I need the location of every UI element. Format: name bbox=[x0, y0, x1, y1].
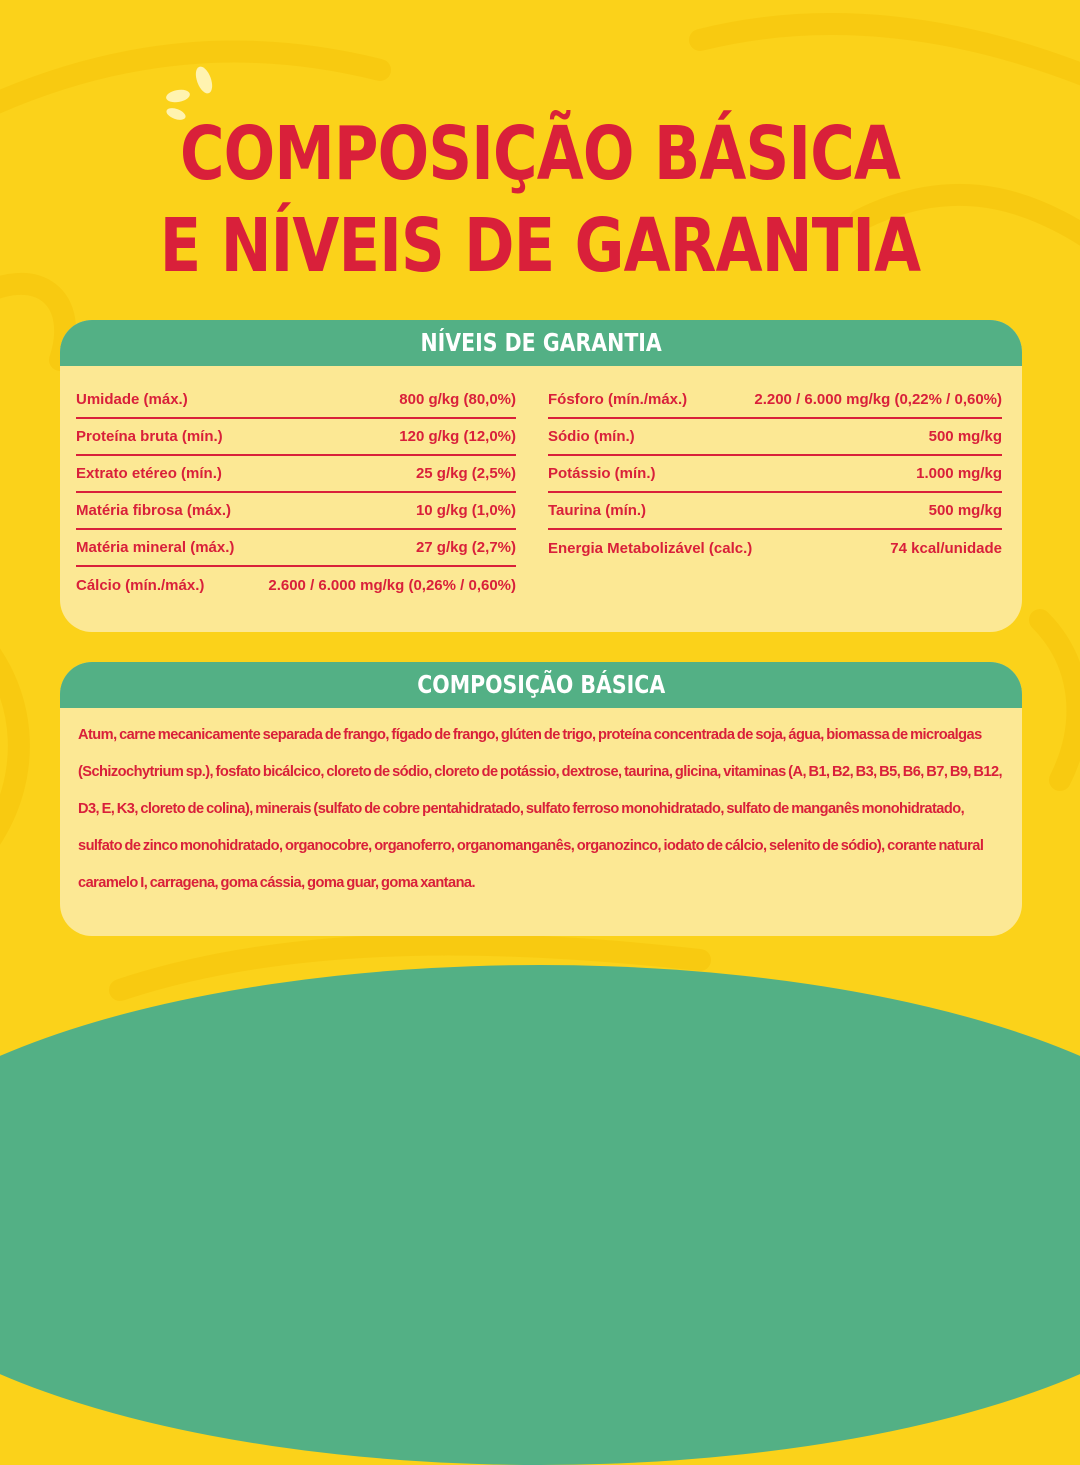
guarantee-label: Extrato etéreo (mín.) bbox=[76, 465, 222, 482]
guarantee-row bbox=[76, 419, 516, 456]
guarantee-value: 27 g/kg (2,7%) bbox=[415, 539, 516, 556]
guarantee-row bbox=[548, 382, 1002, 419]
guarantee-left-column bbox=[76, 382, 516, 604]
guarantee-value: 25 g/kg (2,5%) bbox=[415, 465, 516, 482]
basic-composition-header bbox=[60, 662, 1022, 708]
title-line-1: COMPOSIÇÃO BÁSICA bbox=[179, 111, 901, 197]
basic-composition-heading: COMPOSIÇÃO BÁSICA bbox=[416, 670, 665, 699]
guarantee-label: Cálcio (mín./máx.) bbox=[76, 577, 205, 594]
page-title bbox=[97, 108, 983, 292]
guarantee-label: Taurina (mín.) bbox=[548, 502, 647, 519]
guarantee-row bbox=[548, 530, 1002, 567]
guarantee-label: Matéria fibrosa (máx.) bbox=[76, 502, 232, 519]
guarantee-row bbox=[76, 456, 516, 493]
guarantee-levels-heading: NÍVEIS DE GARANTIA bbox=[420, 328, 662, 357]
guarantee-row bbox=[548, 419, 1002, 456]
guarantee-levels-panel bbox=[60, 320, 1022, 632]
guarantee-row bbox=[76, 382, 516, 419]
guarantee-row bbox=[76, 530, 516, 567]
guarantee-row bbox=[548, 456, 1002, 493]
guarantee-value: 2.200 / 6.000 mg/kg (0,22% / 0,60%) bbox=[754, 391, 1002, 408]
guarantee-value: 74 kcal/unidade bbox=[890, 540, 1002, 557]
guarantee-value: 500 mg/kg bbox=[928, 428, 1002, 445]
guarantee-label: Umidade (máx.) bbox=[76, 391, 188, 408]
guarantee-value: 1.000 mg/kg bbox=[916, 465, 1002, 482]
guarantee-label: Potássio (mín.) bbox=[548, 465, 656, 482]
guarantee-levels-header bbox=[60, 320, 1022, 366]
guarantee-row bbox=[76, 567, 516, 604]
title-line-2: E NÍVEIS DE GARANTIA bbox=[159, 203, 921, 289]
guarantee-row bbox=[76, 493, 516, 530]
guarantee-label: Fósforo (mín./máx.) bbox=[548, 391, 688, 408]
guarantee-label: Proteína bruta (mín.) bbox=[76, 428, 223, 445]
green-hill-decoration bbox=[0, 965, 1080, 1465]
guarantee-value: 500 mg/kg bbox=[928, 502, 1002, 519]
basic-composition-panel bbox=[60, 662, 1022, 936]
composition-ingredients-text: Atum, carne mecanicamente separada de frango, fígado de frango, glúten de trigo, proteína concentrada de soja, água, biomassa de microalgas (Schizochytrium sp.), fosfato bicálcico, cloreto de sódio, cloreto de potássio, dextrose, taurina, glicina, vitaminas (A, B1, B2, B3, B5, B6, B7, B9, B12, D3, E, K3, cloreto de colina), minerais (sulfato de cobre pentahidratado, sulfato ferroso monohidratado, sulfato de manganês monohidratado, sulfato de zinco monohidratado, organocobre, organoferro, organomanganês, organozinco, iodato de cálcio, selenito de sódio), corante natural caramelo I, carragena, goma cássia, goma guar, goma xantana. bbox=[78, 727, 1003, 891]
guarantee-label: Energia Metabolizável (calc.) bbox=[548, 540, 753, 557]
guarantee-value: 2.600 / 6.000 mg/kg (0,26% / 0,60%) bbox=[268, 577, 516, 594]
guarantee-label: Matéria mineral (máx.) bbox=[76, 539, 235, 556]
guarantee-label: Sódio (mín.) bbox=[548, 428, 635, 445]
guarantee-value: 800 g/kg (80,0%) bbox=[399, 391, 516, 408]
guarantee-value: 10 g/kg (1,0%) bbox=[415, 502, 516, 519]
guarantee-value: 120 g/kg (12,0%) bbox=[399, 428, 516, 445]
guarantee-right-column bbox=[548, 382, 1002, 567]
guarantee-row bbox=[548, 493, 1002, 530]
